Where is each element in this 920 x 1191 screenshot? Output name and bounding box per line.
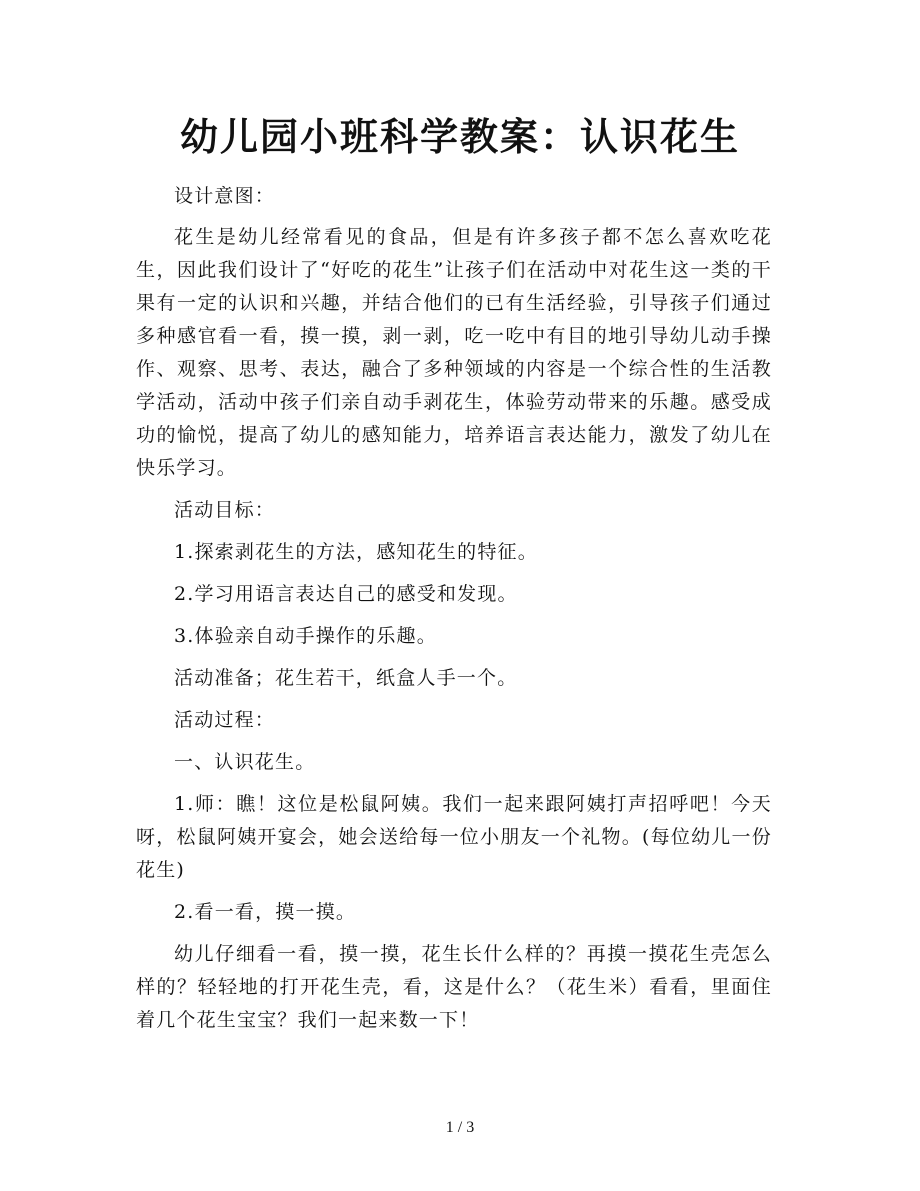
- paragraph-step-1: 1.师：瞧！这位是松鼠阿姨。我们一起来跟阿姨打声招呼吧！今天呀，松鼠阿姨开宴会，她会送给每一位小朋友一个礼物。(每位幼儿一份花生): [136, 793, 772, 881]
- paragraph-step-2: 2.看一看，摸一摸。: [174, 901, 357, 923]
- document-body: [136, 180, 772, 1037]
- paragraph-process-heading: 活动过程：: [174, 709, 276, 731]
- paragraph-design-intent-heading: 设计意图：: [174, 185, 276, 207]
- paragraph-objective-2: 2.学习用语言表达自己的感受和发现。: [174, 583, 518, 605]
- paragraph-section-1-heading: 一、认识花生。: [174, 751, 316, 773]
- paragraph-objectives-heading: 活动目标：: [174, 499, 276, 521]
- paragraph-objective-1: 1.探索剥花生的方法，感知花生的特征。: [174, 541, 538, 563]
- paragraph-preparation: 活动准备；花生若干，纸盒人手一个。: [174, 667, 518, 689]
- document-title: 幼儿园小班科学教案：认识花生: [179, 114, 740, 159]
- page-number: 1 / 3: [445, 1119, 475, 1136]
- paragraph-objective-3: 3.体验亲自动手操作的乐趣。: [174, 625, 437, 647]
- paragraph-design-intent-body: 花生是幼儿经常看见的食品，但是有许多孩子都不怎么喜欢吃花生，因此我们设计了“好吃的花生”让孩子们在活动中对花生这一类的干果有一定的认识和兴趣，并结合他们的已有生活经验，引导孩子们通过多种感官看一看，摸一摸，剥一剥，吃一吃中有目的地引导幼儿动手操作、观察、思考、表达，融合了多种领域的内容是一个综合性的生活教学活动，活动中孩子们亲自动手剥花生，体验劳动带来的乐趣。感受成功的愉悦，提高了幼儿的感知能力，培养语言表达能力，激发了幼儿在快乐学习。: [136, 226, 772, 479]
- paragraph-step-2-body: 幼儿仔细看一看，摸一摸，花生长什么样的？再摸一摸花生壳怎么样的？轻轻地的打开花生壳，看，这是什么？（花生米）看看，里面住着几个花生宝宝？我们一起来数一下！: [136, 943, 772, 1031]
